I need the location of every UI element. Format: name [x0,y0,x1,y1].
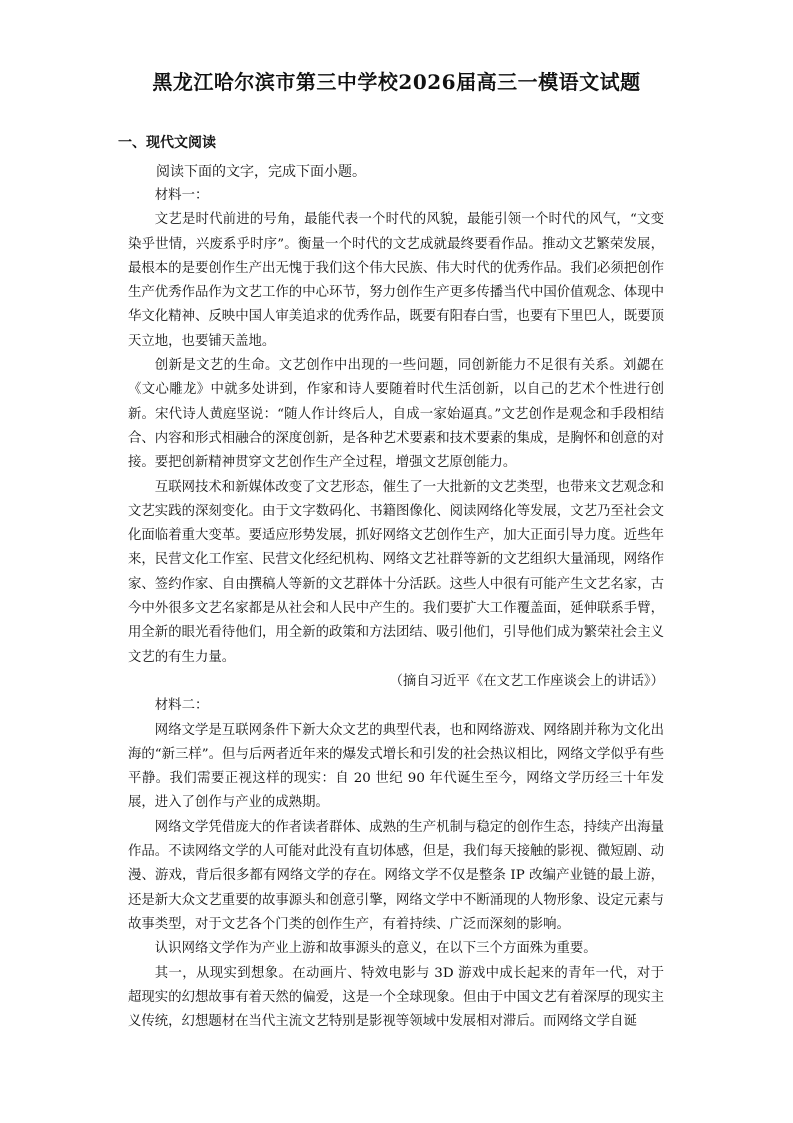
material-one-paragraph-3: 互联网技术和新媒体改变了文艺形态，催生了一大批新的文艺类型，也带来文艺观念和文艺实践的深刻变化。由于文字数码化、书籍图像化、阅读网络化等发展，文艺乃至社会文化面临着重大变革。要适应形势发展，抓好网络文艺创作生产，加大正面引导力度。近些年来，民营文化工作室、民营文化经纪机构、网络文艺社群等新的文艺组织大量涌现，网络作家、签约作家、自由撰稿人等新的文艺群体十分活跃。这些人中很有可能产生文艺名家，古今中外很多文艺名家都是从社会和人民中产生的。我们要扩大工作覆盖面，延伸联系手臂，用全新的眼光看待他们，用全新的政策和方法团结、吸引他们，引导他们成为繁荣社会主义文艺的有生力量。 [128,479,664,665]
reading-passage [128,184,664,1034]
material-one-source: （摘自习近平《在文艺工作座谈会上的讲话》） [389,673,664,689]
material-one-paragraph-2: 创新是文艺的生命。文艺创作中出现的一些问题，同创新能力不足很有关系。刘勰在《文心雕龙》中就多处讲到，作家和诗人要随着时代生活创新，以自己的艺术个性进行创新。宋代诗人黄庭坚说：“随人作计终后人，自成一家始逼真。”文艺创作是观念和手段相结合、内容和形式相融合的深度创新，是各种艺术要素和技术要素的集成，是胸怀和创意的对接。要把创新精神贯穿文艺创作生产全过程，增强文艺原创能力。 [128,358,664,471]
reading-instruction: 阅读下面的文字，完成下面小题。 [156,164,366,180]
material-one-label: 材料一： [154,188,209,203]
material-two-paragraph-2: 网络文学凭借庞大的作者读者群体、成熟的生产机制与稳定的创作生态，持续产出海量作品。不读网络文学的人可能对此没有直切体感，但是，我们每天接触的影视、微短剧、动漫、游戏，背后很多都有网络文学的存在。网络文学不仅是整条 IP 改编产业链的最上游，还是新大众文艺重要的故事源头和创意引擎，网络文学中不断涌现的人物形象、设定元素与故事类型，对于文艺各个门类的创作生产，有着持续、广泛而深刻的影响。 [128,819,664,932]
material-one-paragraph-1: 文艺是时代前进的号角，最能代表一个时代的风貌，最能引领一个时代的风气，“文变染乎世情，兴废系乎时序”。衡量一个时代的文艺成就最终要看作品。推动文艺繁荣发展，最根本的是要创作生产出无愧于我们这个伟大民族、伟大时代的优秀作品。我们必须把创作生产优秀作品作为文艺工作的中心环节，努力创作生产更多传播当代中国价值观念、体现中华文化精神、反映中国人审美追求的优秀作品，既要有阳春白雪，也要有下里巴人，既要顶天立地，也要铺天盖地。 [128,212,664,349]
page-title: 黑龙江哈尔滨市第三中学校2026届高三一模语文试题 [152,70,641,94]
material-two-label: 材料二： [154,698,209,714]
section-heading: 一、现代文阅读 [118,135,216,151]
material-two-paragraph-4: 其一，从现实到想象。在动画片、特效电影与 3D 游戏中成长起来的青年一代，对于超现实的幻想故事有着天然的偏爱，这是一个全球现象。但由于中国文艺有着深厚的现实主义传统，幻想题材在当代主流文艺特别是影视等领域中发展相对滞后。而网络文学自诞 [128,965,664,1030]
material-two-paragraph-3: 认识网络文学作为产业上游和故事源头的意义，在以下三个方面殊为重要。 [154,941,597,957]
material-two-paragraph-1: 网络文学是互联网条件下新大众文艺的典型代表，也和网络游戏、网络剧并称为文化出海的“新三样”。但与后两者近年来的爆发式增长和引发的社会热议相比，网络文学似乎有些平静。我们需要正视这样的现实：自 20 世纪 90 年代诞生至今，网络文学历经三十年发展，进入了创作与产业的成熟期。 [128,722,664,811]
